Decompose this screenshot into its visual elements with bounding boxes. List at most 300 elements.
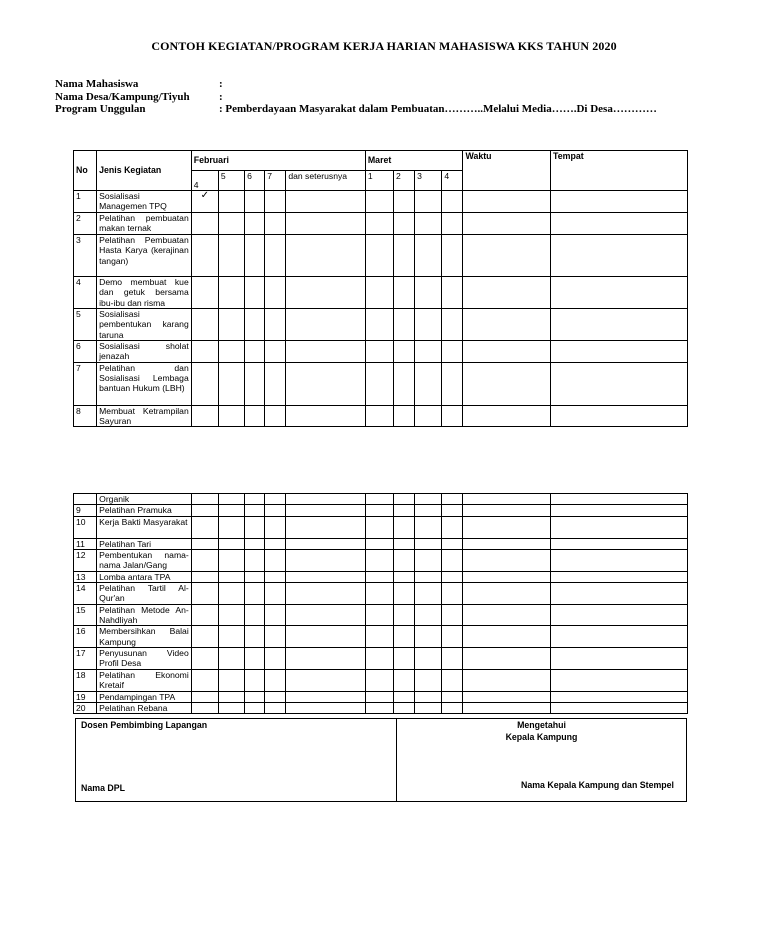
table-row: [74, 494, 688, 505]
activity-name: Pelatihan Pembuatan Hasta Karya (kerajinan tangan): [97, 235, 192, 277]
schedule-cell: [365, 583, 393, 605]
schedule-cell: [286, 341, 366, 363]
activity-name: Pelatihan Rebana: [97, 702, 192, 713]
schedule-cell: [286, 362, 366, 405]
schedule-cell: [265, 505, 286, 516]
schedule-cell: [218, 341, 244, 363]
schedule-cell: [442, 362, 463, 405]
row-number: 2: [74, 213, 97, 235]
schedule-cell: [394, 235, 415, 277]
schedule-cell: [191, 277, 218, 309]
schedule-cell: [551, 341, 688, 363]
activity-name: Pembentukan nama-nama Jalan/Gang: [97, 549, 192, 571]
activity-name: Sosialisasi Managemen TPQ: [97, 191, 192, 213]
schedule-cell: [442, 494, 463, 505]
schedule-cell: [191, 494, 218, 505]
schedule-cell: [415, 626, 442, 648]
activity-name: Pelatihan Pramuka: [97, 505, 192, 516]
schedule-cell: [191, 516, 218, 538]
schedule-cell: [218, 505, 244, 516]
schedule-cell: [415, 341, 442, 363]
schedule-cell: [415, 549, 442, 571]
signature-left: [76, 719, 397, 801]
schedule-cell: [218, 235, 244, 277]
table-row: [74, 626, 688, 648]
table-row: [74, 691, 688, 702]
schedule-cell: [245, 669, 265, 691]
activity-name: Pelatihan Metode An-Nahdliyah: [97, 604, 192, 626]
activity-name: Pelatihan Ekonomi Kretaif: [97, 669, 192, 691]
subheader-feb-7: 7: [265, 171, 286, 191]
schedule-cell: [463, 538, 551, 549]
table-row: [74, 549, 688, 571]
schedule-cell: [191, 549, 218, 571]
mengetahui-label: Mengetahui: [517, 720, 566, 730]
schedule-cell: [415, 647, 442, 669]
schedule-cell: [463, 626, 551, 648]
schedule-cell: [551, 277, 688, 309]
table-row: [74, 309, 688, 341]
schedule-cell: [415, 571, 442, 582]
activity-name: Organik: [97, 494, 192, 505]
info-value: :: [219, 90, 223, 103]
schedule-cell: [551, 494, 688, 505]
schedule-cell: [415, 405, 442, 427]
activity-name: Sosialisasi sholat jenazah: [97, 341, 192, 363]
schedule-cell: [286, 309, 366, 341]
schedule-cell: [286, 604, 366, 626]
row-number: 14: [74, 583, 97, 605]
schedule-cell: [365, 213, 393, 235]
schedule-cell: [394, 309, 415, 341]
activity-name: Demo membuat kue dan getuk bersama ibu-ibu dan risma: [97, 277, 192, 309]
schedule-cell: [245, 647, 265, 669]
schedule-cell: [218, 516, 244, 538]
schedule-cell: [286, 213, 366, 235]
signature-box: [75, 718, 687, 802]
activity-table-part-2: [73, 493, 688, 714]
subheader-mar-3: 3: [415, 171, 442, 191]
schedule-cell: [245, 341, 265, 363]
info-label: Nama Mahasiswa: [55, 78, 139, 90]
schedule-cell: [286, 647, 366, 669]
schedule-cell: [245, 362, 265, 405]
schedule-cell: [218, 213, 244, 235]
header-no-text: No: [76, 165, 88, 176]
schedule-cell: [442, 626, 463, 648]
schedule-cell: [551, 647, 688, 669]
schedule-cell: [551, 626, 688, 648]
schedule-cell: [394, 691, 415, 702]
schedule-cell: [463, 516, 551, 538]
schedule-cell: [365, 505, 393, 516]
schedule-cell: [442, 341, 463, 363]
activity-table-part-1: [73, 150, 688, 427]
table-row: [74, 213, 688, 235]
schedule-cell: [442, 691, 463, 702]
row-number: 12: [74, 549, 97, 571]
schedule-cell: [365, 309, 393, 341]
schedule-cell: [245, 191, 265, 213]
table-row: [74, 505, 688, 516]
schedule-cell: [265, 691, 286, 702]
schedule-cell: [442, 702, 463, 713]
schedule-cell: [265, 647, 286, 669]
schedule-cell: [365, 235, 393, 277]
schedule-cell: [286, 538, 366, 549]
activity-name: Membersihkan Balai Kampung: [97, 626, 192, 648]
schedule-cell: [365, 702, 393, 713]
row-number: [74, 494, 97, 505]
schedule-cell: [218, 494, 244, 505]
schedule-cell: [286, 505, 366, 516]
schedule-cell: [286, 191, 366, 213]
table-row: [74, 235, 688, 277]
schedule-cell: [394, 702, 415, 713]
schedule-cell: [218, 571, 244, 582]
schedule-cell: [551, 571, 688, 582]
schedule-cell: [365, 191, 393, 213]
schedule-cell: [286, 494, 366, 505]
schedule-cell: [218, 405, 244, 427]
schedule-cell: [218, 626, 244, 648]
schedule-cell: [265, 571, 286, 582]
schedule-cell: [394, 213, 415, 235]
schedule-cell: [191, 309, 218, 341]
schedule-cell: [415, 604, 442, 626]
schedule-cell: [415, 277, 442, 309]
schedule-cell: [286, 405, 366, 427]
schedule-cell: [415, 516, 442, 538]
subheader-feb-4: 4: [191, 171, 218, 191]
schedule-cell: [218, 647, 244, 669]
table-row: [74, 702, 688, 713]
row-number: 19: [74, 691, 97, 702]
schedule-cell: [365, 571, 393, 582]
schedule-cell: [551, 702, 688, 713]
row-number: 3: [74, 235, 97, 277]
schedule-cell: [265, 235, 286, 277]
schedule-cell: [551, 213, 688, 235]
schedule-cell: [286, 702, 366, 713]
schedule-cell: [394, 405, 415, 427]
schedule-cell: [265, 191, 286, 213]
row-number: 8: [74, 405, 97, 427]
schedule-cell: [551, 309, 688, 341]
schedule-cell: [442, 235, 463, 277]
schedule-cell: [442, 538, 463, 549]
schedule-cell: [245, 405, 265, 427]
schedule-cell: [463, 213, 551, 235]
schedule-cell: [394, 277, 415, 309]
header-jenis-kegiatan: [97, 151, 192, 191]
header-tempat-text: Tempat: [553, 151, 584, 161]
schedule-cell: [191, 669, 218, 691]
schedule-cell: [442, 669, 463, 691]
schedule-cell: [191, 647, 218, 669]
row-number: 4: [74, 277, 97, 309]
row-number: 10: [74, 516, 97, 538]
schedule-cell: [415, 494, 442, 505]
schedule-cell: [245, 494, 265, 505]
table-row: [74, 571, 688, 582]
schedule-cell: [394, 583, 415, 605]
schedule-cell: [265, 702, 286, 713]
schedule-cell: [365, 362, 393, 405]
schedule-cell: [265, 538, 286, 549]
schedule-cell: [463, 702, 551, 713]
schedule-cell: [415, 362, 442, 405]
row-number: 5: [74, 309, 97, 341]
schedule-cell: [394, 604, 415, 626]
schedule-cell: [218, 669, 244, 691]
row-number: 20: [74, 702, 97, 713]
schedule-cell: [191, 604, 218, 626]
schedule-cell: [463, 362, 551, 405]
schedule-cell: [218, 702, 244, 713]
subheader-mar-4: 4: [442, 171, 463, 191]
table-row: [74, 583, 688, 605]
schedule-cell: [265, 277, 286, 309]
schedule-cell: [286, 549, 366, 571]
check-mark-cell: ✓: [191, 191, 218, 213]
schedule-cell: [245, 213, 265, 235]
schedule-cell: [463, 691, 551, 702]
schedule-cell: [463, 277, 551, 309]
header-no: [74, 151, 97, 191]
schedule-cell: [551, 583, 688, 605]
schedule-cell: [365, 277, 393, 309]
schedule-cell: [365, 494, 393, 505]
schedule-cell: [265, 213, 286, 235]
schedule-cell: [265, 494, 286, 505]
schedule-cell: [245, 277, 265, 309]
schedule-cell: [394, 571, 415, 582]
schedule-cell: [394, 538, 415, 549]
schedule-cell: [191, 505, 218, 516]
schedule-cell: [265, 669, 286, 691]
schedule-cell: [394, 647, 415, 669]
schedule-cell: [394, 341, 415, 363]
schedule-cell: [265, 405, 286, 427]
schedule-cell: [442, 277, 463, 309]
schedule-cell: [394, 549, 415, 571]
activity-name: Pelatihan Tartil Al-Qur'an: [97, 583, 192, 605]
schedule-cell: [245, 691, 265, 702]
table-row: [74, 538, 688, 549]
row-number: 11: [74, 538, 97, 549]
schedule-cell: [191, 626, 218, 648]
schedule-cell: [463, 647, 551, 669]
schedule-cell: [415, 702, 442, 713]
schedule-cell: [442, 405, 463, 427]
schedule-cell: [365, 405, 393, 427]
schedule-cell: [365, 691, 393, 702]
schedule-cell: [245, 505, 265, 516]
schedule-cell: [265, 604, 286, 626]
activity-name: Pelatihan dan Sosialisasi Lembaga bantuan Hukum (LBH): [97, 362, 192, 405]
schedule-cell: [394, 626, 415, 648]
activity-name: Pelatihan pembuatan makan ternak: [97, 213, 192, 235]
kepala-kampung-label: Kepala Kampung: [505, 732, 578, 742]
schedule-cell: [442, 647, 463, 669]
schedule-cell: [286, 669, 366, 691]
schedule-cell: [442, 191, 463, 213]
schedule-cell: [286, 583, 366, 605]
header-jenis-text: Jenis Kegiatan: [99, 165, 162, 176]
activity-name: Pendampingan TPA: [97, 691, 192, 702]
schedule-cell: [218, 583, 244, 605]
schedule-cell: [365, 669, 393, 691]
activity-name: Pelatihan Tari: [97, 538, 192, 549]
subheader-feb-5: 5: [218, 171, 244, 191]
schedule-cell: [365, 549, 393, 571]
schedule-cell: [245, 516, 265, 538]
schedule-cell: [463, 341, 551, 363]
header-tempat: [551, 151, 688, 191]
schedule-cell: [551, 405, 688, 427]
schedule-cell: [286, 516, 366, 538]
schedule-cell: [265, 549, 286, 571]
schedule-cell: [415, 691, 442, 702]
schedule-cell: [442, 571, 463, 582]
schedule-cell: [463, 191, 551, 213]
schedule-cell: [191, 235, 218, 277]
schedule-cell: [245, 702, 265, 713]
row-number: 9: [74, 505, 97, 516]
schedule-cell: [265, 583, 286, 605]
table-row: [74, 341, 688, 363]
schedule-cell: [286, 691, 366, 702]
schedule-cell: [551, 549, 688, 571]
table-row: [74, 669, 688, 691]
schedule-cell: [463, 405, 551, 427]
info-value: : Pemberdayaan Masyarakat dalam Pembuatan………..Melalui Media…….Di Desa…………: [219, 103, 657, 115]
header-februari-text: Februari: [193, 155, 229, 166]
schedule-cell: [218, 604, 244, 626]
schedule-cell: [245, 235, 265, 277]
schedule-cell: [191, 341, 218, 363]
schedule-cell: [245, 309, 265, 341]
schedule-cell: [415, 213, 442, 235]
schedule-cell: [551, 516, 688, 538]
schedule-cell: [265, 309, 286, 341]
schedule-cell: [191, 213, 218, 235]
schedule-cell: [551, 604, 688, 626]
nama-kepala-kampung-label: Nama Kepala Kampung dan Stempel: [520, 780, 674, 790]
row-number: 15: [74, 604, 97, 626]
schedule-cell: [191, 405, 218, 427]
header-februari: [191, 151, 365, 171]
schedule-cell: [191, 538, 218, 549]
subheader-mar-1: 1: [365, 171, 393, 191]
schedule-cell: [551, 362, 688, 405]
signature-right: [397, 719, 686, 801]
row-number: 17: [74, 647, 97, 669]
dosen-pembimbing-label: Dosen Pembimbing Lapangan: [81, 720, 208, 730]
schedule-cell: [442, 505, 463, 516]
table-body-part-1: [74, 191, 688, 427]
schedule-cell: [463, 505, 551, 516]
table-row: [74, 362, 688, 405]
schedule-cell: [463, 549, 551, 571]
schedule-cell: [218, 538, 244, 549]
schedule-cell: [442, 516, 463, 538]
schedule-cell: [415, 505, 442, 516]
schedule-cell: [442, 583, 463, 605]
row-number: 13: [74, 571, 97, 582]
table-row: [74, 604, 688, 626]
schedule-cell: [442, 309, 463, 341]
table-row: [74, 405, 688, 427]
schedule-cell: [365, 516, 393, 538]
activity-name: Penyusunan Video Profil Desa: [97, 647, 192, 669]
row-number: 7: [74, 362, 97, 405]
table-row: [74, 191, 688, 213]
schedule-cell: [286, 277, 366, 309]
schedule-cell: [442, 549, 463, 571]
schedule-cell: [365, 626, 393, 648]
info-label: Program Unggulan: [55, 103, 146, 115]
schedule-cell: [415, 235, 442, 277]
schedule-cell: [191, 571, 218, 582]
schedule-cell: [415, 583, 442, 605]
info-value: :: [219, 78, 223, 90]
schedule-cell: [463, 235, 551, 277]
row-number: 18: [74, 669, 97, 691]
info-label: Nama Desa/Kampung/Tiyuh: [55, 90, 190, 103]
schedule-cell: [394, 362, 415, 405]
schedule-cell: [191, 583, 218, 605]
schedule-cell: [365, 341, 393, 363]
schedule-cell: [394, 505, 415, 516]
schedule-cell: [218, 691, 244, 702]
schedule-cell: [463, 571, 551, 582]
header-maret: [365, 151, 463, 171]
schedule-cell: [442, 604, 463, 626]
schedule-cell: [415, 191, 442, 213]
schedule-cell: [394, 191, 415, 213]
header-maret-text: Maret: [367, 155, 392, 166]
activity-name: Lomba antara TPA: [97, 571, 192, 582]
schedule-cell: [218, 309, 244, 341]
schedule-cell: [415, 309, 442, 341]
schedule-cell: [265, 626, 286, 648]
document-title: CONTOH KEGIATAN/PROGRAM KERJA HARIAN MAHASISWA KKS TAHUN 2020: [151, 39, 617, 53]
schedule-cell: [218, 549, 244, 571]
schedule-cell: [245, 538, 265, 549]
table-body-part-2: [74, 494, 688, 714]
schedule-cell: [245, 604, 265, 626]
schedule-cell: [245, 549, 265, 571]
nama-dpl-label: Nama DPL: [81, 783, 125, 793]
schedule-cell: [551, 505, 688, 516]
header-waktu: [463, 151, 551, 191]
schedule-cell: [265, 341, 286, 363]
schedule-cell: [286, 571, 366, 582]
schedule-cell: [365, 647, 393, 669]
schedule-cell: [415, 669, 442, 691]
table-row: [74, 277, 688, 309]
schedule-cell: [265, 516, 286, 538]
schedule-cell: [265, 362, 286, 405]
schedule-cell: [394, 516, 415, 538]
schedule-cell: [463, 494, 551, 505]
subheader-mar-2: 2: [394, 171, 415, 191]
schedule-cell: [191, 362, 218, 405]
schedule-cell: [463, 583, 551, 605]
row-number: 1: [74, 191, 97, 213]
